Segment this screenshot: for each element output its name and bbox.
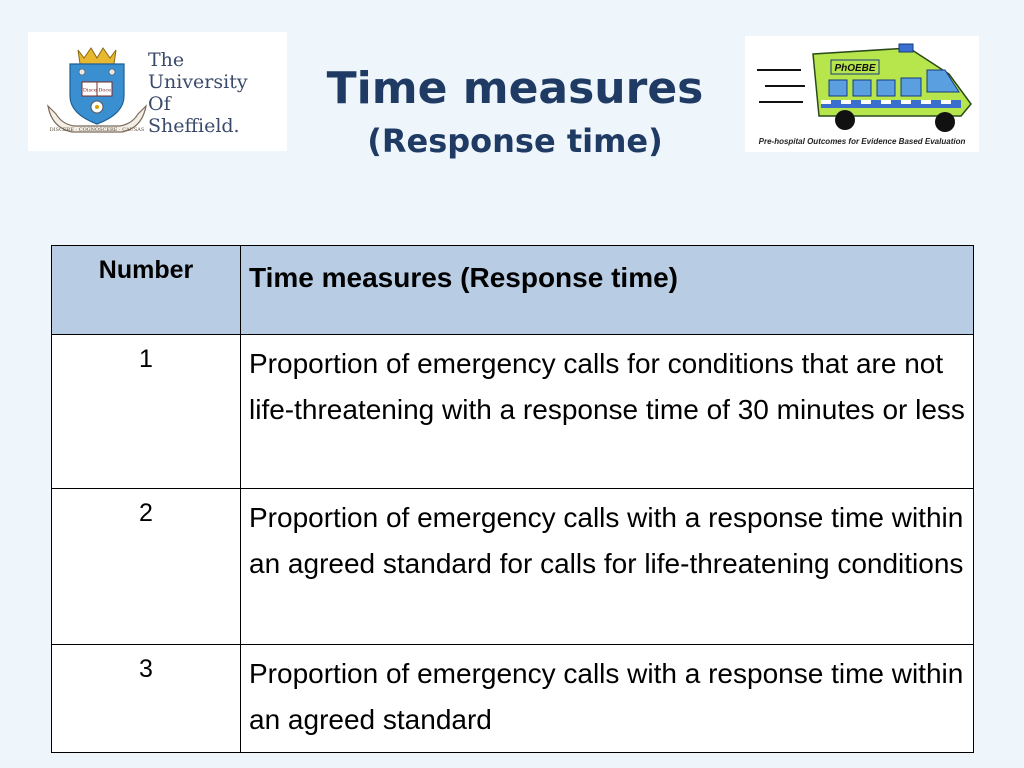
row-description: Proportion of emergency calls with a response time within an agreed standard for calls for life-threatening conditions [241,489,974,645]
university-name-line: Of [148,93,171,115]
row-number: 1 [52,335,241,489]
university-of-sheffield-logo [28,32,287,151]
title-main: Time measures [326,63,704,114]
row-number: 2 [52,489,241,645]
slide-title [290,60,740,164]
time-measures-table [51,245,974,753]
header-time-measures: Time measures (Response time) [241,246,974,335]
university-name-line: The [148,49,185,71]
university-name [148,49,248,137]
table-row [52,645,974,753]
university-name-line: Sheffield. [148,115,240,137]
title-subtitle: (Response time) [367,122,663,160]
phoebe-logo [745,36,979,152]
row-description: Proportion of emergency calls with a response time within an agreed standard [241,645,974,753]
ambulance-bus-icon [749,40,975,134]
university-crest-icon [42,44,152,140]
table-header-row [52,246,974,335]
phoebe-badge: PhOEBE [834,63,876,74]
book-text: Disce Doce [82,87,112,94]
table-row [52,489,974,645]
university-name-line: University [148,71,248,93]
row-number: 3 [52,645,241,753]
crest-motto: DISCERE · COGNOSCERE · CAUSAS [49,127,145,133]
table-row [52,335,974,489]
phoebe-caption: Pre-hospital Outcomes for Evidence Based Evaluation [758,137,966,146]
header-number: Number [52,246,241,335]
row-description: Proportion of emergency calls for conditions that are not life-threatening with a response time of 30 minutes or less [241,335,974,489]
